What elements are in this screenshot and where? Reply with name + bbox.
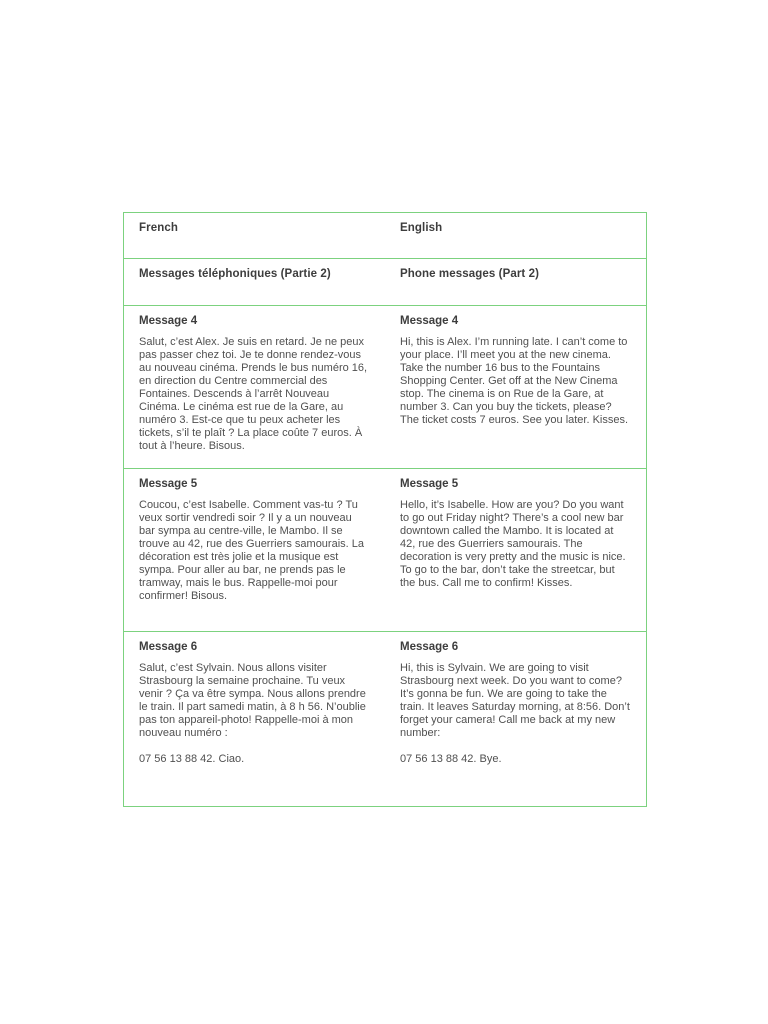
message-label: Message 4 xyxy=(400,315,459,327)
translation-table xyxy=(123,212,647,807)
table-row xyxy=(124,632,647,807)
message-cell-french xyxy=(124,632,386,807)
title-english: Phone messages (Part 2) xyxy=(385,259,647,306)
table-row xyxy=(124,306,647,469)
column-header-french: French xyxy=(124,213,386,259)
table-title-row xyxy=(124,259,647,306)
message-label: Message 6 xyxy=(139,641,198,653)
message-cell-french xyxy=(124,306,386,469)
column-header-english: English xyxy=(385,213,647,259)
message-cell-french xyxy=(124,469,386,632)
message-cell-english xyxy=(385,632,647,807)
title-french: Messages téléphoniques (Partie 2) xyxy=(124,259,386,306)
message-label: Message 5 xyxy=(400,478,459,490)
message-text: Hi, this is Sylvain. We are going to visit Strasbourg next week. Do you want to come? It’s gonna be fun. We are going to take the train. It leaves Saturday morning, at 8:56. Don’t forget your camera! Call me back at my new number: xyxy=(400,662,630,739)
message-cell-english xyxy=(385,306,647,469)
message-label: Message 4 xyxy=(139,315,198,327)
phone-number-text: 07 56 13 88 42. Bye. xyxy=(400,753,502,765)
message-text: Salut, c’est Alex. Je suis en retard. Je ne peux pas passer chez toi. Je te donne rendez-vous au nouveau cinéma. Prends le bus numéro 16, en direction du Centre commercial des Fontaines. Descends à l’arrêt Nouveau Cinéma. Le cinéma est rue de la Gare, au numéro 3. Est-ce que tu peux acheter les tickets, s’il te plaît ? La place coûte 7 euros. À tout à l’heure. Bisous. xyxy=(139,336,368,452)
table-header-row xyxy=(124,213,647,259)
table-row xyxy=(124,469,647,632)
message-cell-english xyxy=(385,469,647,632)
phone-number-text: 07 56 13 88 42. Ciao. xyxy=(139,753,245,765)
message-text: Hello, it’s Isabelle. How are you? Do you want to go out Friday night? There’s a cool new bar downtown called the Mambo. It is located at 42, rue des Guerriers samourais. The decoration is very pretty and the music is nice. To go to the bar, don’t take the streetcar, but the bus. Call me to confirm! Kisses. xyxy=(400,499,626,589)
message-text: Hi, this is Alex. I’m running late. I can’t come to your place. I’ll meet you at the new cinema. Take the number 16 bus to the Fountains Shopping Center. Get off at the New Cinema stop. The cinema is on Rue de la Gare, at number 3. Can you buy the tickets, please? The ticket costs 7 euros. See you later. Kisses. xyxy=(400,336,629,426)
message-text: Salut, c’est Sylvain. Nous allons visiter Strasbourg la semaine prochaine. Tu veux venir ? Ça va être sympa. Nous allons prendre le train. Il part samedi matin, à 8 h 56. N’oublie pas ton appareil-photo! Rappelle-moi à mon nouveau numéro : xyxy=(139,662,366,739)
message-text: Coucou, c’est Isabelle. Comment vas-tu ? Tu veux sortir vendredi soir ? Il y a un nouveau bar sympa au centre-ville, le Mambo. Il se trouve au 42, rue des Guerriers samourais. La décoration est très jolie et la musique est sympa. Pour aller au bar, ne prends pas le tramway, mais le bus. Rappelle-moi pour confirmer! Bisous. xyxy=(139,499,365,602)
message-label: Message 5 xyxy=(139,478,198,490)
message-label: Message 6 xyxy=(400,641,459,653)
